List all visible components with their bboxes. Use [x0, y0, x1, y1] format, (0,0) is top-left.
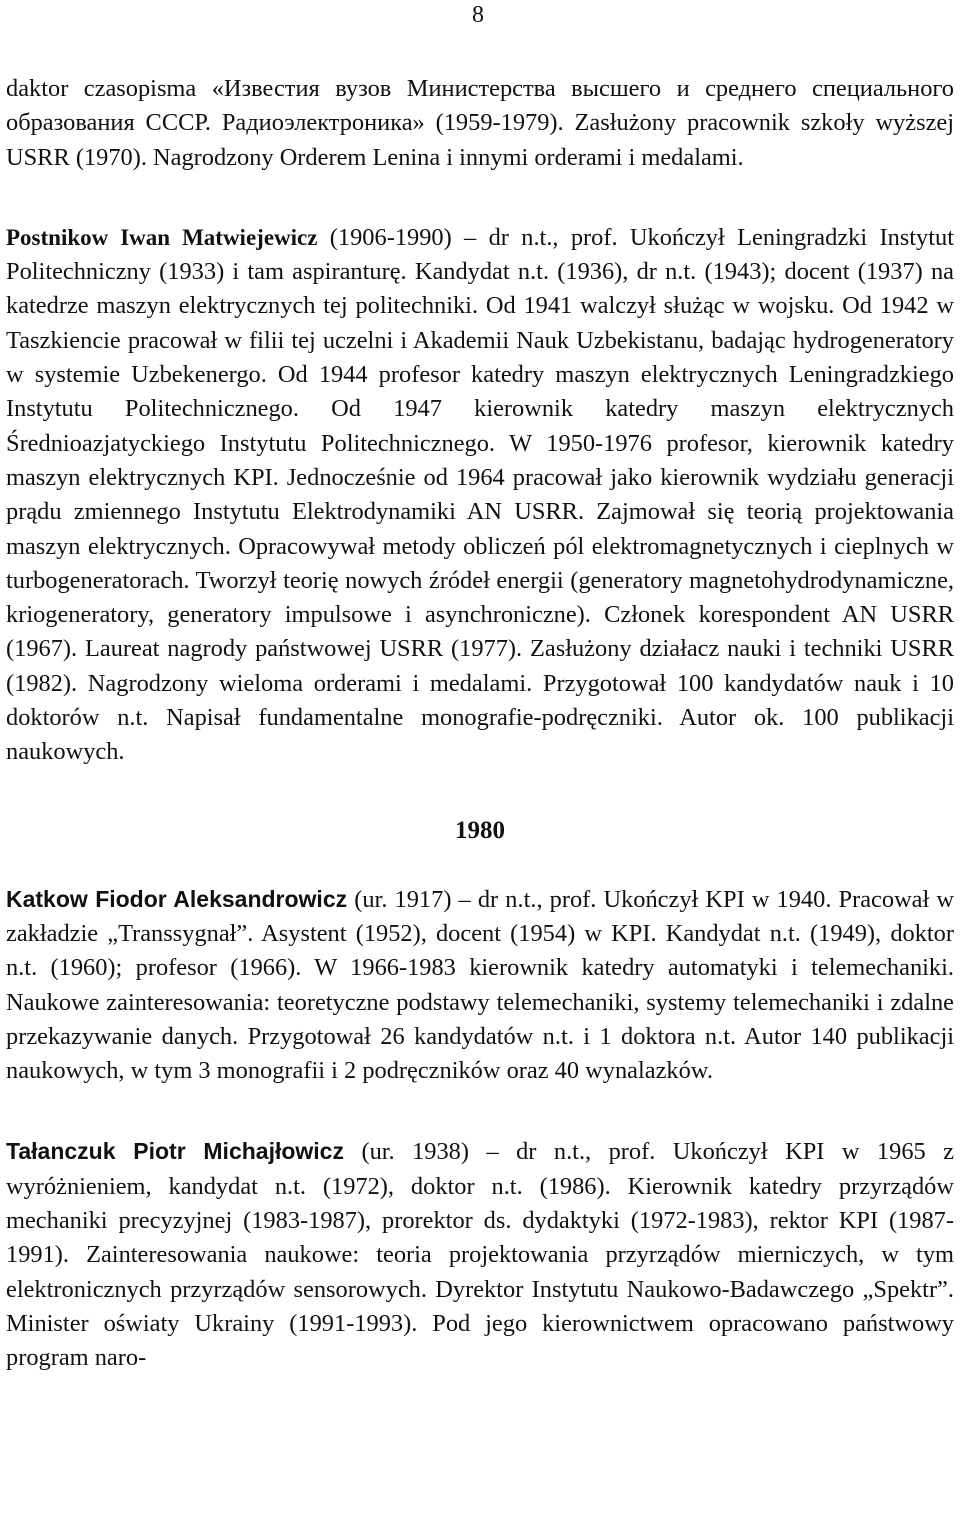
entry-text: (ur. 1938) – dr n.t., prof. Ukończył KPI w 1965 z wyróżnieniem, kandydat n.t. (1972), doktor n.t. (1986). Kierownik katedry przyrządów mechaniki precyzyjnej (1983-1987), prorektor ds. dydaktyki (1972-1983), rektor KPI (1987-1991). Zainteresowania naukowe: teoria projektowania przyrządów mierniczych, w tym elektronicznych przyrządów sensorowych. Dyrektor Instytutu Naukowo-Badawczego „Spektr”. Minister oświaty Ukrainy (1991-1993). Pod jego kierownictwem opracowano państwowy program naro-: [6, 1138, 954, 1372]
year-heading: 1980: [455, 816, 505, 844]
entry-katkow: [6, 882, 954, 1089]
entry-text: (ur. 1917) – dr n.t., prof. Ukończył KPI w 1940. Pracował w zakładzie „Transsygnał”. Asystent (1952), docent (1954) w KPI. Kandydat n.t. (1949), doktor n.t. (1960); profesor (1966). W 1966-1983 kierownik katedry automatyki i telemechaniki. Naukowe zainteresowania: teoretyczne podstawy telemechaniki, systemy telemechaniki i zdalne przekazywanie danych. Przygotował 26 kandydatów n.t. i 1 doktora n.t. Autor 140 publikacji naukowych, w tym 3 monografii i 2 podręczników oraz 40 wynalazków.: [6, 885, 955, 1085]
entry-postnikow: [6, 221, 954, 770]
entry-name: Postnikow Iwan Matwiejewicz: [6, 224, 318, 250]
entry-talanczuk: [6, 1134, 954, 1375]
intro-paragraph: daktor czasopisma «Известия вузов Министерства высшего и среднего специального образования СССР. Радиоэлектроника» (1959-1979). Zasłużony pracownik szkoły wyższej USRR (1970). Nagrodzony Orderem Lenina i innymi orderami i medalami.: [6, 75, 954, 171]
entry-name: Tałanczuk Piotr Michajłowicz: [6, 1138, 344, 1165]
entry-name: Katkow Fiodor Aleksandrowicz: [6, 885, 348, 912]
page-body: [6, 72, 954, 1376]
page-number: 8: [472, 2, 484, 28]
entry-text: (1906-1990) – dr n.t., prof. Ukończył Leningradzki Instytut Politechniczny (1933) i tam aspiranturę. Kandydat n.t. (1936), dr n.t. (1943); docent (1937) na katedrze maszyn elektrycznych tej politechniki. Od 1941 walczył służąc w wojsku. Od 1942 w Taszkiencie pracował w filii tej uczelni i Akademii Nauk Uzbekistanu, badając hydrogeneratory w systemie Uzbekenergo. Od 1944 profesor katedry maszyn elektrycznych Leningradzkiego Instytutu Politechnicznego. Od 1947 kierownik katedry maszyn elektrycznych Średnioazjatyckiego Instytutu Politechnicznego. W 1950-1976 profesor, kierownik katedry maszyn elektrycznych KPI. Jednocześnie od 1964 pracował jako kierownik wydziału generacji prądu zmiennego Instytutu Elektrodynamiki AN USRR. Zajmował się teorią projektowania maszyn elektrycznych. Opracowywał metody obliczeń pól elektromagnetycznych i cieplnych w turbogeneratorach. Tworzył teorię nowych źródeł energii (generatory magnetohydrodynamiczne, kriogeneratory, generatory impulsowe i asynchroniczne). Członek korespondent AN USRR (1967). Laureat nagrody państwowej USRR (1977). Zasłużony działacz nauki i techniki USRR (1982). Nagrodzony wieloma orderami i medalami. Przygotował 100 kandydatów nauk i 10 doktorów n.t. Napisał fundamentalne monografie-podręczniki. Autor ok. 100 publikacji naukowych.: [6, 223, 954, 766]
